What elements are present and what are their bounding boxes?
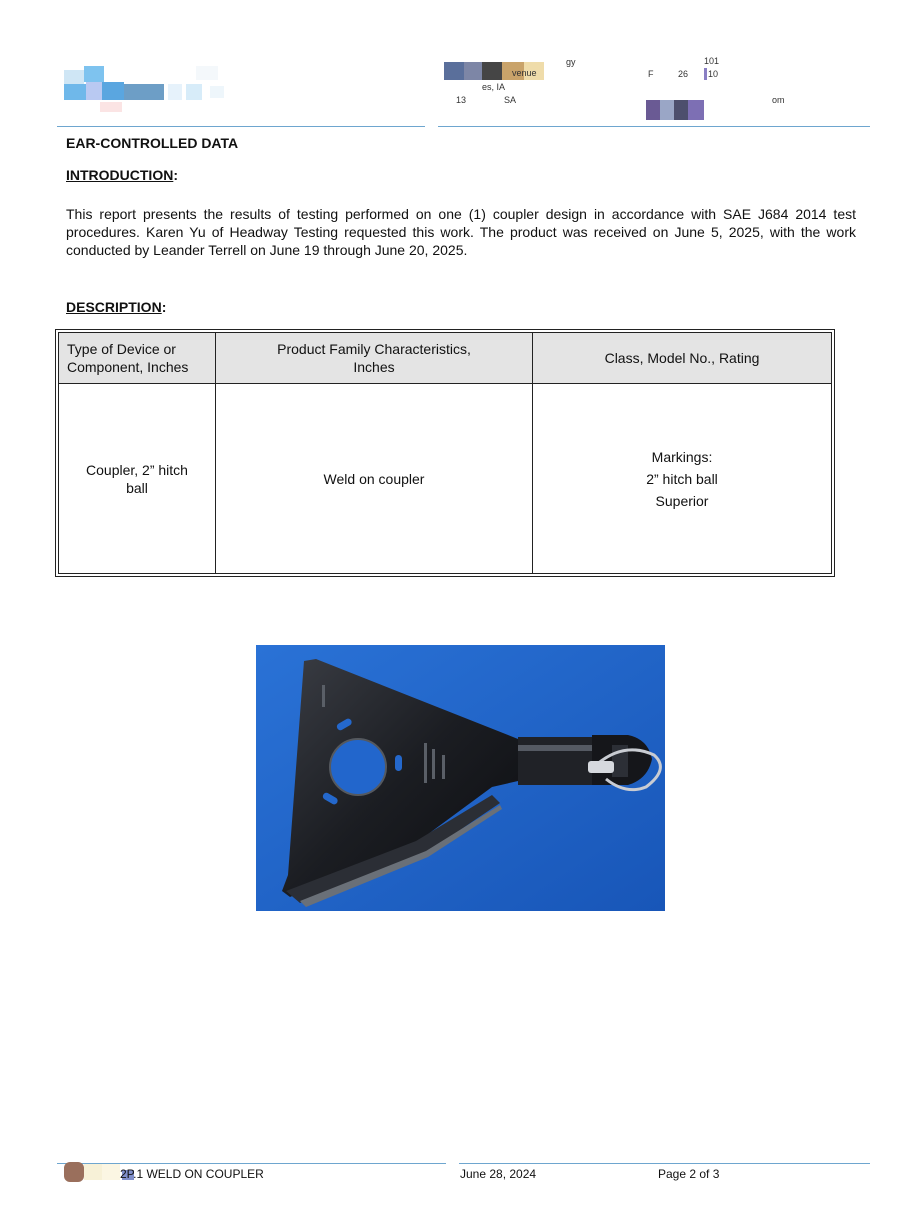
- device-line2: ball: [126, 479, 148, 496]
- footer-document-title: 2P.1 WELD ON COUPLER: [120, 1167, 264, 1181]
- header-type-of-device: [59, 333, 216, 384]
- phone-fragment-d: F: [648, 69, 654, 79]
- header-product-family: [216, 333, 533, 384]
- company-name-fragment: gy: [566, 57, 576, 67]
- description-heading-colon: :: [161, 299, 167, 315]
- introduction-heading-colon: :: [173, 167, 178, 183]
- web-fragment: om: [772, 95, 785, 105]
- address-line3-fragment-b: SA: [504, 95, 517, 105]
- address-line1-fragment: venue: [512, 68, 537, 78]
- header-type-line2: Component, Inches: [67, 359, 189, 375]
- description-table: [55, 329, 835, 577]
- introduction-paragraph: This report presents the results of testing performed on one (1) coupler design in accordance with SAE J684 2014 test procedures. Karen Yu of Headway Testing requested this work. The product was received on June 5, 2025, with the work conducted by Leander Terrell on June 19 through June 20, 2025.: [66, 206, 856, 258]
- rating-line1: Markings:: [651, 448, 713, 465]
- rating-line2: 2” hitch ball: [646, 470, 718, 487]
- description-heading-text: DESCRIPTION: [66, 299, 162, 315]
- ear-controlled-label: EAR-CONTROLLED DATA: [66, 135, 239, 151]
- footer-rule-right: [459, 1163, 870, 1164]
- description-heading: [66, 299, 166, 315]
- cell-product-family: [216, 384, 533, 574]
- introduction-heading: [66, 167, 178, 183]
- header-family-line2: Inches: [353, 359, 395, 375]
- cell-class-rating: [533, 384, 832, 574]
- device-line1: Coupler, 2” hitch: [86, 461, 188, 478]
- rating-line3: Superior: [655, 492, 709, 509]
- introduction-heading-text: INTRODUCTION: [66, 167, 174, 183]
- address-line3-fragment-a: 13: [456, 95, 467, 105]
- header-class-model-rating: [533, 333, 832, 384]
- cell-device-type: [59, 384, 216, 574]
- coupler-illustration: [256, 645, 665, 911]
- table-row: [59, 384, 832, 574]
- phone-fragment-a: 101: [704, 56, 720, 66]
- weld-on-coupler-photo: [256, 645, 665, 911]
- phone-fragment-c: 10: [708, 69, 719, 79]
- footer-page-number: Page 2 of 3: [658, 1167, 720, 1181]
- family-value: Weld on coupler: [323, 470, 425, 487]
- footer-date: June 28, 2024: [460, 1167, 537, 1181]
- header-type-line1: Type of Device or: [67, 341, 176, 357]
- header-class-line1: Class, Model No., Rating: [604, 350, 760, 366]
- header-rule-right: [438, 126, 870, 127]
- header-family-line1: Product Family Characteristics,: [277, 341, 471, 357]
- phone-fragment-b: 26: [678, 69, 689, 79]
- table-header-row: [59, 333, 832, 384]
- header-rule-left: [57, 126, 425, 127]
- address-line2-fragment: es, IA: [482, 82, 506, 92]
